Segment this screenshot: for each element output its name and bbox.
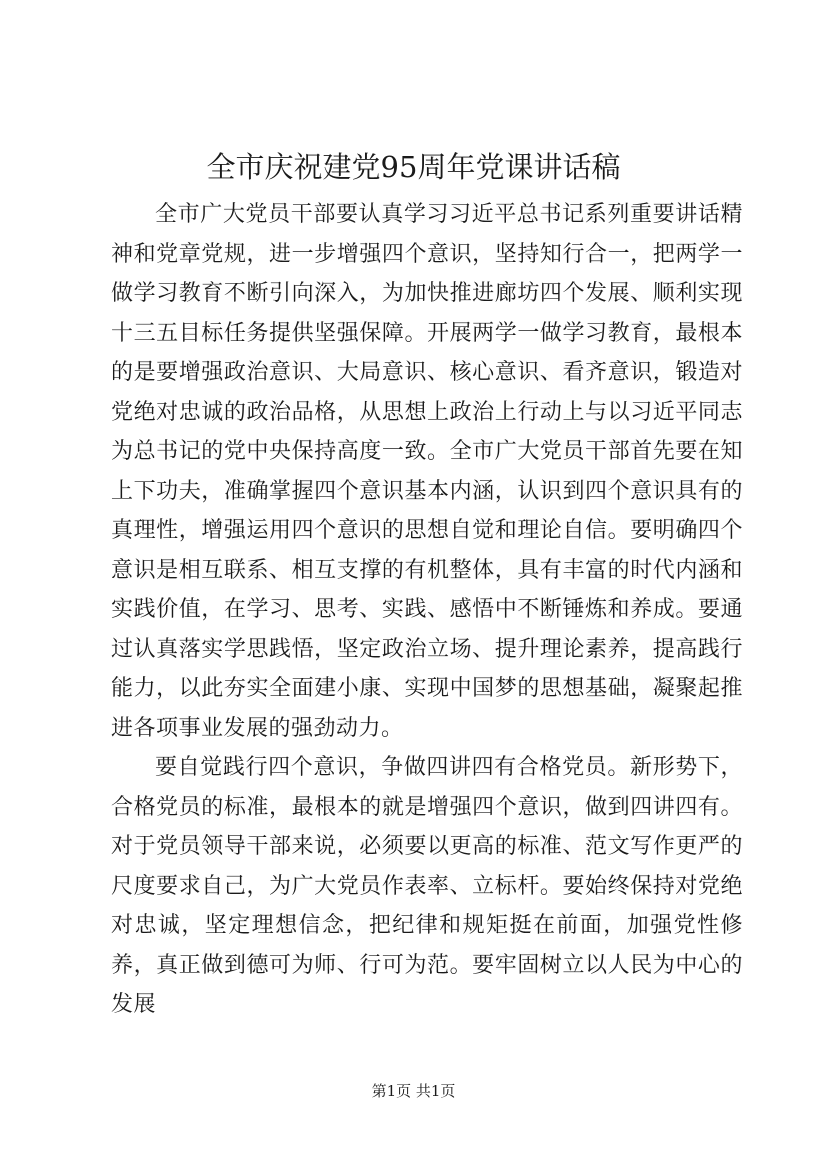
paragraph-2: 要自觉践行四个意识，争做四讲四有合格党员。新形势下，合格党员的标准，最根本的就是增强四个意识，做到四讲四有。对于党员领导干部来说，必须要以更高的标准、范文写作更严的尺度要求自己，为广大党员作表率、立标杆。要始终保持对党绝对忠诚，坚定理想信念，把纪律和规矩挺在前面，加强党性修养，真正做到德可为师、行可为范。要牢固树立以人民为中心的发展 (111, 755, 743, 1017)
document-body (111, 195, 743, 1025)
page-footer: 第1页 共1页 (371, 1082, 456, 1100)
paragraph-1: 全市广大党员干部要认真学习习近平总书记系列重要讲话精神和党章党规，进一步增强四个意识，坚持知行合一，把两学一做学习教育不断引向深入，为加快推进廊坊四个发展、顺利实现十三五目标任务提供坚强保障。开展两学一做学习教育，最根本的是要增强政治意识、大局意识、核心意识、看齐意识，锻造对党绝对忠诚的政治品格，从思想上政治上行动上与以习近平同志为总书记的党中央保持高度一致。全市广大党员干部首先要在知上下功夫，准确掌握四个意识基本内涵，认识到四个意识具有的真理性，增强运用四个意识的思想自觉和理论自信。要明确四个意识是相互联系、相互支撑的有机整体，具有丰富的时代内涵和实践价值，在学习、思考、实践、感悟中不断锤炼和养成。要通过认真落实学思践悟，坚定政治立场、提升理论素养，提高践行能力，以此夯实全面建小康、实现中国梦的思想基础，凝聚起推进各项事业发展的强劲动力。 (111, 202, 743, 741)
document-title: 全市庆祝建党95周年党课讲话稿 (206, 150, 621, 184)
